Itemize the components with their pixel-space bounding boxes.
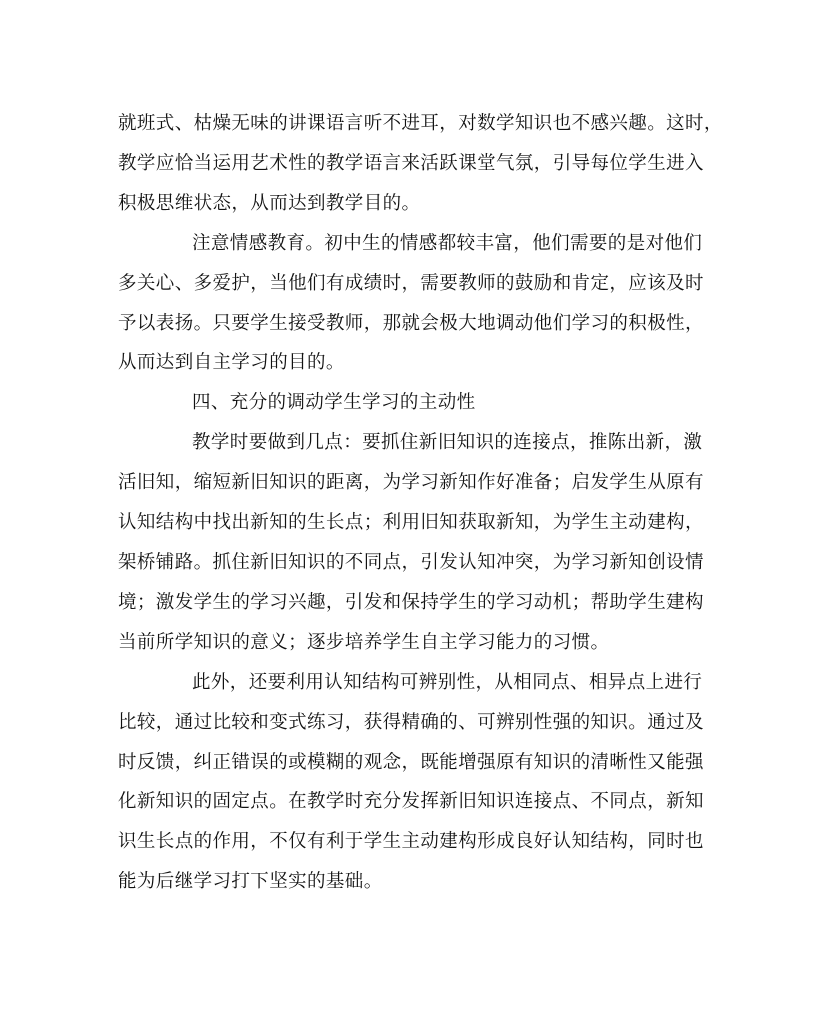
section-heading-text: 四、充分的调动学生学习的主动性	[192, 392, 476, 414]
text-line: 时反馈，纠正错误的或模糊的观念，既能增强原有知识的清晰性又能强	[118, 751, 704, 773]
text-line: 认知结构中找出新知的生长点；利用旧知获取新知，为学生主动建构，	[118, 512, 704, 534]
paragraph-3	[118, 423, 704, 662]
text-line: 活旧知，缩短新旧知识的距离，为学习新知作好准备；启发学生从原有	[118, 472, 704, 494]
text-line: 注意情感教育。初中生的情感都较丰富，他们需要的是对他们	[192, 232, 703, 254]
text-line: 化新知识的固定点。在教学时充分发挥新旧知识连接点、不同点，新知	[118, 791, 704, 813]
text-line: 从而达到自主学习的目的。	[118, 352, 345, 374]
text-line: 能为后继学习打下坚实的基础。	[118, 871, 383, 893]
document-body	[118, 104, 723, 902]
text-line: 当前所学知识的意义；逐步培养学生自主学习能力的习惯。	[118, 631, 610, 653]
paragraph-2	[118, 224, 704, 384]
text-line: 此外，还要利用认知结构可辨别性，从相同点、相异点上进行	[192, 671, 703, 693]
text-line: 多关心、多爱护，当他们有成绩时，需要教师的鼓励和肯定，应该及时	[118, 272, 704, 294]
text-line: 教学应恰当运用艺术性的教学语言来活跃课堂气氛，引导每位学生进入	[118, 152, 704, 174]
text-line: 境；激发学生的学习兴趣，引发和保持学生的学习动机；帮助学生建构	[118, 591, 704, 613]
paragraph-4	[118, 663, 704, 902]
text-line: 积极思维状态，从而达到教学目的。	[118, 192, 421, 214]
text-line: 比较，通过比较和变式练习，获得精确的、可辨别性强的知识。通过及	[118, 711, 704, 733]
text-line: 教学时要做到几点：要抓住新旧知识的连接点，推陈出新，激	[192, 432, 703, 454]
text-line: 就班式、枯燥无味的讲课语言听不进耳，对数学知识也不感兴趣。这时，	[118, 113, 723, 134]
section-heading	[118, 383, 698, 423]
text-line: 予以表扬。只要学生接受教师，那就会极大地调动他们学习的积极性，	[118, 312, 704, 334]
text-line: 架桥铺路。抓住新旧知识的不同点，引发认知冲突，为学习新知创设情	[118, 551, 704, 573]
paragraph-1	[118, 104, 723, 224]
text-line: 识生长点的作用，不仅有利于学生主动建构形成良好认知结构，同时也	[118, 831, 704, 853]
